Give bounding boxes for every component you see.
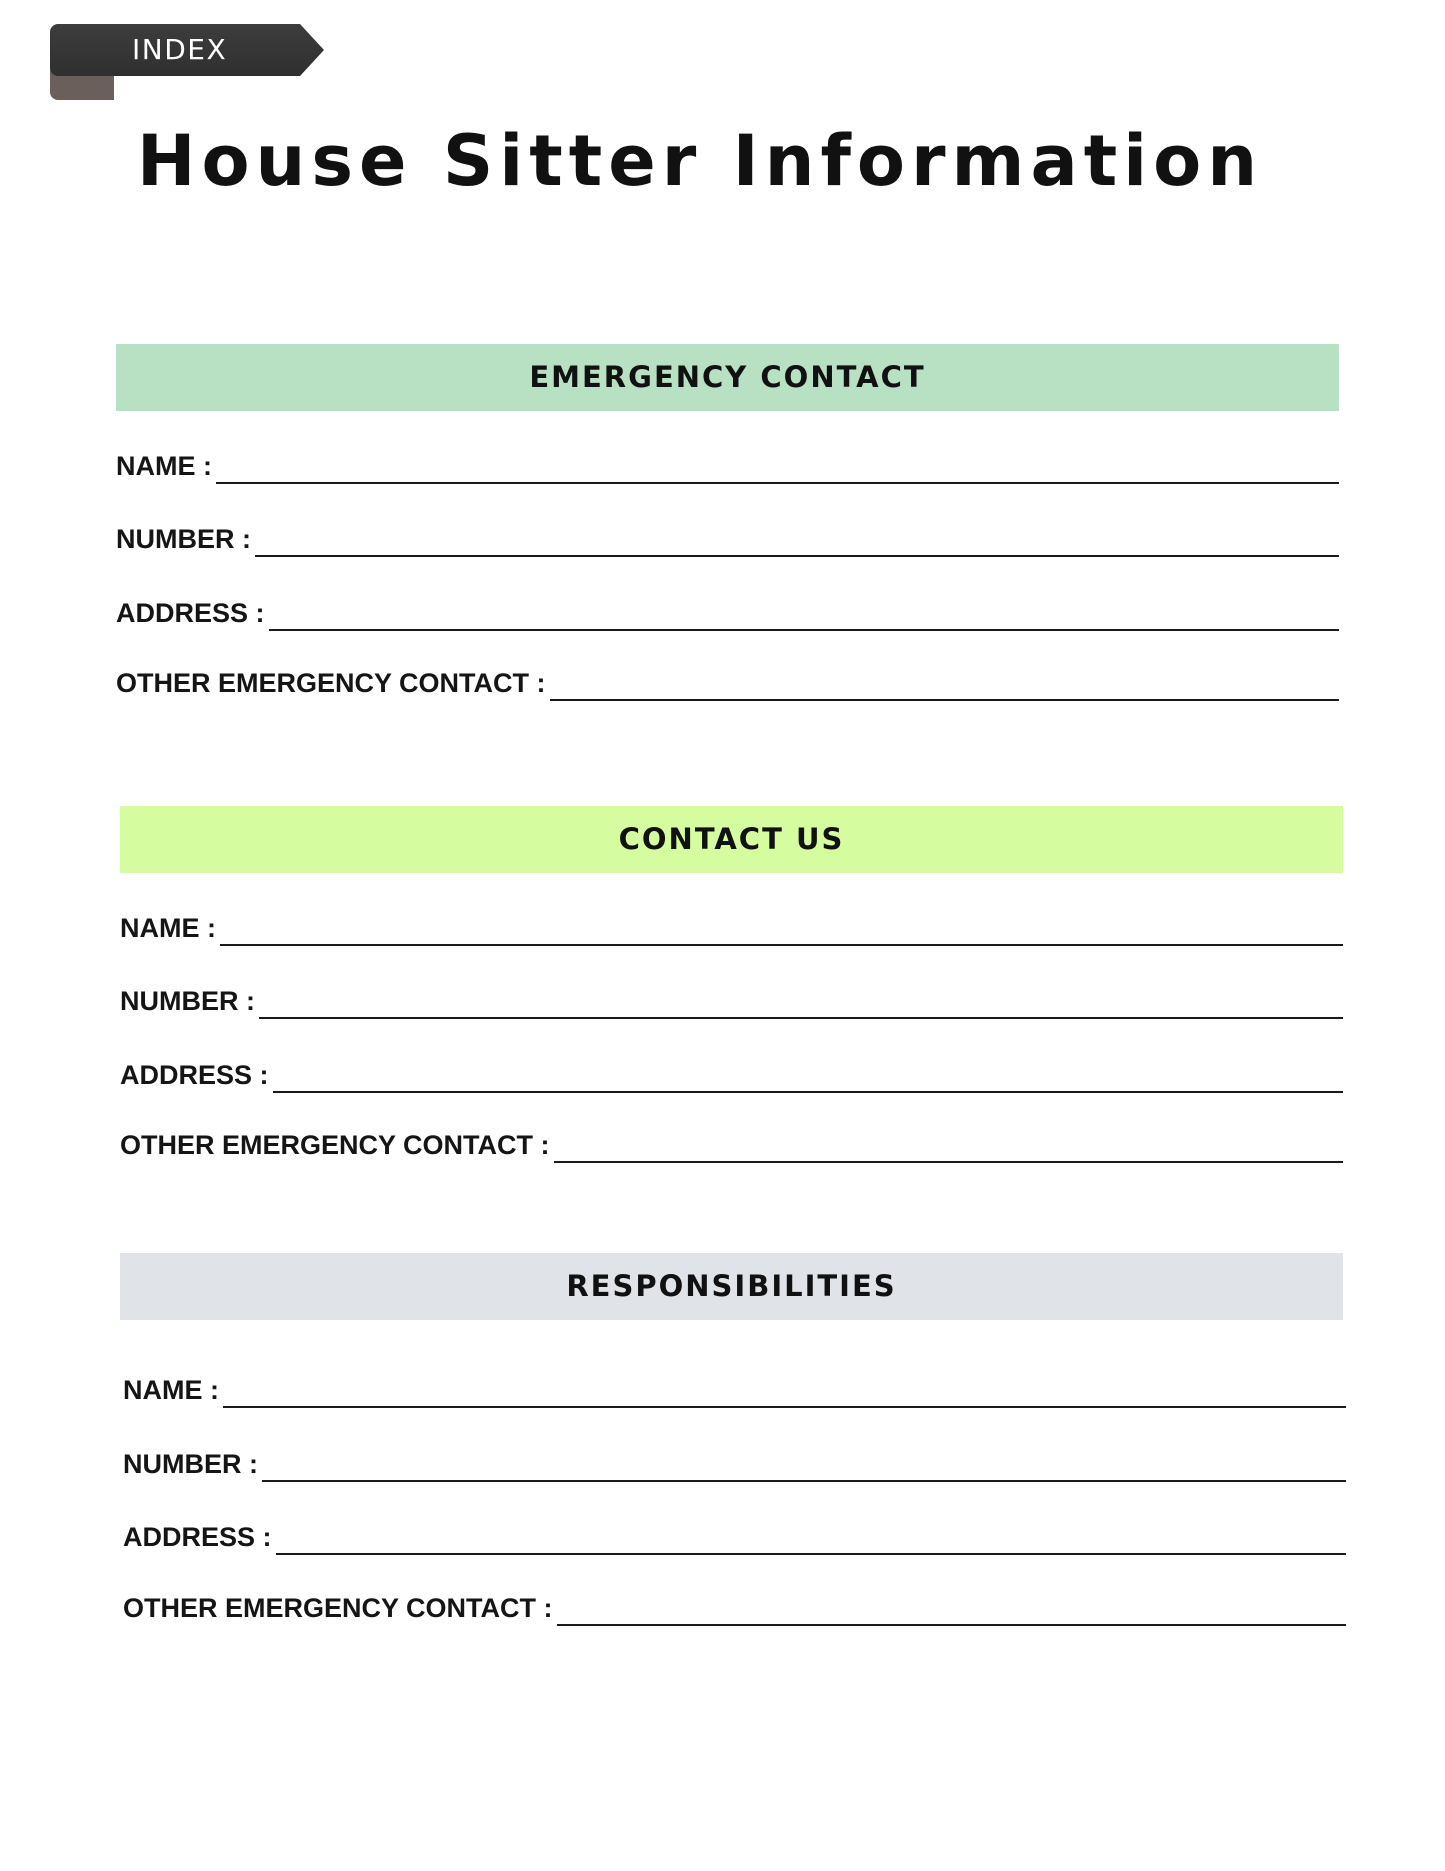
field-row-address <box>120 1053 1343 1093</box>
field-label: OTHER EMERGENCY CONTACT : <box>120 1130 550 1160</box>
field-label: ADDRESS : <box>116 598 265 628</box>
address-field[interactable] <box>273 1061 1343 1093</box>
name-field[interactable] <box>216 452 1339 484</box>
number-field[interactable] <box>255 525 1339 557</box>
field-row-number <box>123 1442 1346 1482</box>
field-label: NAME : <box>120 913 216 943</box>
field-label: NUMBER : <box>123 1449 258 1479</box>
section-contact-us <box>120 806 1343 1166</box>
field-label: NUMBER : <box>116 524 251 554</box>
number-field[interactable] <box>259 987 1343 1019</box>
field-row-address <box>123 1515 1346 1555</box>
field-label: NUMBER : <box>120 986 255 1016</box>
number-field[interactable] <box>262 1450 1346 1482</box>
section-emergency-contact <box>116 344 1339 704</box>
index-tab-label: INDEX <box>132 33 228 66</box>
name-field[interactable] <box>220 914 1343 946</box>
field-label: ADDRESS : <box>120 1060 269 1090</box>
field-label: NAME : <box>116 451 212 481</box>
section-header: EMERGENCY CONTACT <box>116 344 1339 411</box>
field-row-address <box>116 591 1339 631</box>
field-row-number <box>116 517 1339 557</box>
address-field[interactable] <box>276 1523 1346 1555</box>
field-row-name <box>123 1368 1346 1408</box>
field-label: OTHER EMERGENCY CONTACT : <box>123 1593 553 1623</box>
field-label: OTHER EMERGENCY CONTACT : <box>116 668 546 698</box>
other-emergency-contact-field[interactable] <box>557 1594 1346 1626</box>
field-label: NAME : <box>123 1375 219 1405</box>
field-row-other-contact <box>120 1123 1343 1163</box>
section-responsibilities <box>120 1253 1343 1633</box>
field-row-other-contact <box>123 1586 1346 1626</box>
section-header: RESPONSIBILITIES <box>120 1253 1343 1320</box>
field-row-number <box>120 979 1343 1019</box>
index-tab[interactable] <box>50 24 324 100</box>
field-row-name <box>116 444 1339 484</box>
field-label: ADDRESS : <box>123 1522 272 1552</box>
other-emergency-contact-field[interactable] <box>554 1131 1343 1163</box>
field-row-other-contact <box>116 661 1339 701</box>
page-title: House Sitter Information <box>136 120 1264 202</box>
name-field[interactable] <box>223 1376 1346 1408</box>
address-field[interactable] <box>269 599 1339 631</box>
other-emergency-contact-field[interactable] <box>550 669 1339 701</box>
section-header: CONTACT US <box>120 806 1343 873</box>
field-row-name <box>120 906 1343 946</box>
